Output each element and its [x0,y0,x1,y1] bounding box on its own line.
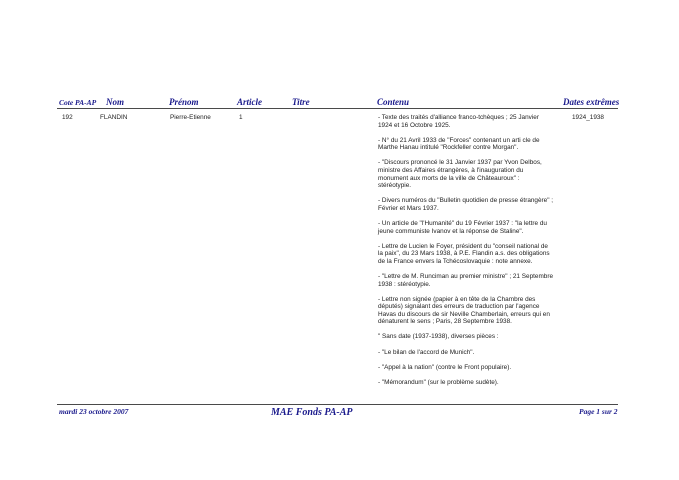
column-header-article: Article [237,97,262,107]
header-rule [57,108,618,109]
record-dates: 1924_1938 [572,114,604,121]
contenu-item: - "Mémorandum" (sur le problème sudète). [378,378,499,386]
record-prenom: Pierre-Etienne [170,114,211,121]
contenu-item: - Un article de "l'Humanité" du 19 Février 1937 : "la lettre du jeune communiste Ivanov et la réponse de Staline". [378,219,547,235]
column-header-dates: Dates extrêmes [563,97,620,107]
footer-page-number: Page 1 sur 2 [579,407,618,416]
footer-title: MAE Fonds PA-AP [271,407,353,418]
record-nom: FLANDIN [100,114,128,121]
column-header-titre: Titre [292,97,310,107]
footer-rule [57,404,618,405]
contenu-item: - Texte des traités d'alliance franco-tchèques ; 25 Janvier 1924 et 16 Octobre 1925. [378,114,539,129]
contenu-item: - "Appel à la nation" (contre le Front populaire). [378,363,512,371]
contenu-item: - "Le bilan de l'accord de Munich". [378,348,475,356]
column-header-nom: Nom [106,97,124,107]
record-cote: 192 [62,114,73,121]
record-article: 1 [239,114,243,121]
record-contenu-list [378,114,554,394]
contenu-item: - Lettre non signée (papier à en tête de la Chambre des députés) signalant des erreurs de traduction par l'agence Havas du discours de sir Neville Chamberlain, erreurs qui en dénaturent le sens ; Paris, 28 Septembre 1938. [378,295,550,326]
column-header-cote: Cote PA-AP [59,98,97,107]
footer-date: mardi 23 octobre 2007 [59,407,129,416]
contenu-item: - "Discours prononcé le 31 Janvier 1937 par Yvon Delbos, ministre des Affaires étrangères, à l'inauguration du monument aux morts de la ville de Châteauroux" : stéréotypie. [378,159,542,190]
contenu-item: - Lettre de Lucien le Foyer, président du "conseil national de la paix", du 23 Mars 1938, à P.E. Flandin a.s. des obligations de la France envers la Tchécoslovaquie : note annexe. [378,242,550,265]
column-header-contenu: Contenu [377,97,410,107]
contenu-item: - N° du 21 Avril 1933 de "Forces" contenant un arti cle de Marthe Hanau intitulé "Rockfeller contre Morgan". [378,136,540,152]
column-header-prenom: Prénom [169,97,199,107]
contenu-item: - Divers numéros du "Bulletin quotidien de presse étrangère" ; Février et Mars 1937. [378,197,554,212]
contenu-item: - "Lettre de M. Runciman au premier ministre" ; 21 Septembre 1938 : stéréotypie. [378,272,554,288]
contenu-item: " Sans date (1937-1938), diverses pièces : [378,333,499,341]
